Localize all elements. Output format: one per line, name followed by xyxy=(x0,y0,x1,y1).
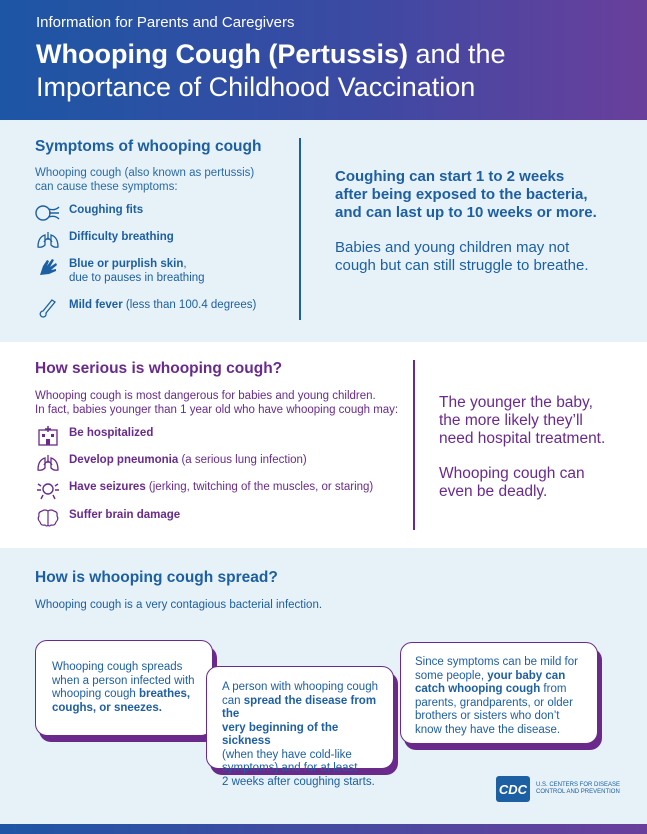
hospital-icon xyxy=(35,426,61,446)
serious-intro-line2: In fact, babies younger than 1 year old who have whooping cough may: xyxy=(35,404,399,416)
spread-heading: How is whooping cough spread? xyxy=(35,569,278,586)
serious-intro xyxy=(35,389,398,417)
card-line: brothers or sisters who don’t xyxy=(415,710,560,722)
card-line: Whooping cough spreads xyxy=(52,661,183,673)
symptom-item xyxy=(35,230,174,250)
callout-line: need hospital treatment. xyxy=(439,430,606,447)
card-line: Since symptoms can be mild for xyxy=(415,656,578,668)
serious-callout xyxy=(439,394,605,501)
symptoms-heading: Symptoms of whooping cough xyxy=(35,138,262,155)
risk-label: Have seizures xyxy=(69,481,146,493)
card-line: when a person infected with xyxy=(52,674,195,687)
card-emphasis: catch whooping cough xyxy=(415,683,541,695)
card-emphasis: your baby can xyxy=(487,669,566,682)
risk-label: Suffer brain damage xyxy=(69,509,181,521)
thermometer-icon xyxy=(35,298,61,318)
symptom-label: Difficulty breathing xyxy=(69,231,174,243)
symptoms-intro-line1: Whooping cough (also known as pertussis) xyxy=(35,167,255,179)
serious-intro-line1: Whooping cough is most dangerous for babies and young children. xyxy=(35,390,376,402)
card-emphasis: coughs, or sneezes. xyxy=(52,701,162,714)
callout-line: Whooping cough can xyxy=(439,465,585,482)
symptom-item xyxy=(35,203,143,223)
header-kicker: Information for Parents and Caregivers xyxy=(36,14,295,31)
brain-icon xyxy=(35,508,61,528)
callout-line: and can last up to 10 weeks or more. xyxy=(335,204,597,221)
title-rest: and the xyxy=(407,39,506,69)
risk-item xyxy=(35,426,153,446)
symptom-label: Coughing fits xyxy=(69,204,144,216)
card-line: know they have the disease. xyxy=(415,723,561,736)
risk-item xyxy=(35,453,307,473)
card-line: (when they have cold-like xyxy=(222,748,352,761)
risk-rest: (a serious lung infection) xyxy=(178,454,307,466)
callout-line: The younger the baby, xyxy=(439,394,593,411)
serious-section xyxy=(0,342,647,548)
callout-line: after being exposed to the bacteria, xyxy=(335,186,588,203)
symptoms-section xyxy=(0,120,647,342)
card-line: 2 weeks after coughing starts. xyxy=(222,775,375,788)
callout-line: even be deadly. xyxy=(439,483,548,500)
agency-line2: CONTROL AND PREVENTION xyxy=(536,789,620,795)
header-banner xyxy=(0,0,647,120)
card-line: from xyxy=(540,683,567,695)
card-line: some people, xyxy=(415,669,488,682)
symptoms-callout xyxy=(335,168,597,275)
risk-rest: (jerking, twitching of the muscles, or staring) xyxy=(145,481,374,493)
page-title xyxy=(36,38,506,104)
card-line: parents, grandparents, or older xyxy=(415,696,573,709)
lungs-icon xyxy=(35,230,61,250)
callout-line: the more likely they’ll xyxy=(439,412,583,429)
risk-label: Develop pneumonia xyxy=(69,454,179,466)
symptom-item xyxy=(35,257,205,285)
card-line: symptoms) and for at least xyxy=(222,762,358,774)
hand-icon xyxy=(35,257,61,277)
divider xyxy=(299,138,301,320)
symptom-rest: , xyxy=(183,258,187,270)
seizure-icon xyxy=(35,480,61,500)
cdc-logo: CDC xyxy=(496,776,530,802)
card-line: can xyxy=(222,694,244,707)
cough-icon xyxy=(35,203,61,223)
spread-intro: Whooping cough is a very contagious bacterial infection. xyxy=(35,599,323,611)
card-emphasis: spread the disease from the xyxy=(222,694,377,720)
symptoms-intro xyxy=(35,166,254,194)
callout-line: Babies and young children may not xyxy=(335,239,570,256)
title-line2: Importance of Childhood Vaccination xyxy=(36,72,476,102)
card-emphasis: breathes, xyxy=(138,688,191,700)
spread-card-1 xyxy=(35,640,213,736)
divider xyxy=(413,360,415,530)
footer-bar xyxy=(0,824,647,834)
risk-label: Be hospitalized xyxy=(69,427,154,439)
symptom-item xyxy=(35,298,256,318)
callout-line: Coughing can start 1 to 2 weeks xyxy=(335,168,565,185)
lungs-icon xyxy=(35,453,61,473)
card-emphasis: very beginning of the sickness xyxy=(222,721,339,747)
agency-line1: U.S. CENTERS FOR DISEASE xyxy=(536,782,621,788)
risk-item xyxy=(35,508,180,528)
risk-item xyxy=(35,480,373,500)
spread-card-3 xyxy=(400,642,598,744)
card-line: A person with whooping cough xyxy=(222,681,378,693)
serious-heading: How serious is whooping cough? xyxy=(35,360,283,377)
symptoms-intro-line2: can cause these symptoms: xyxy=(35,181,178,193)
symptom-rest: (less than 100.4 degrees) xyxy=(122,299,257,311)
symptom-detail: due to pauses in breathing xyxy=(69,272,205,284)
agency-name xyxy=(536,782,626,796)
symptom-label: Mild fever xyxy=(69,299,123,311)
card-line: whooping cough xyxy=(52,688,139,700)
spread-card-2 xyxy=(206,666,394,788)
callout-line: cough but can still struggle to breathe. xyxy=(335,257,589,274)
title-bold: Whooping Cough (Pertussis) xyxy=(36,39,408,69)
symptom-label: Blue or purplish skin xyxy=(69,258,184,270)
